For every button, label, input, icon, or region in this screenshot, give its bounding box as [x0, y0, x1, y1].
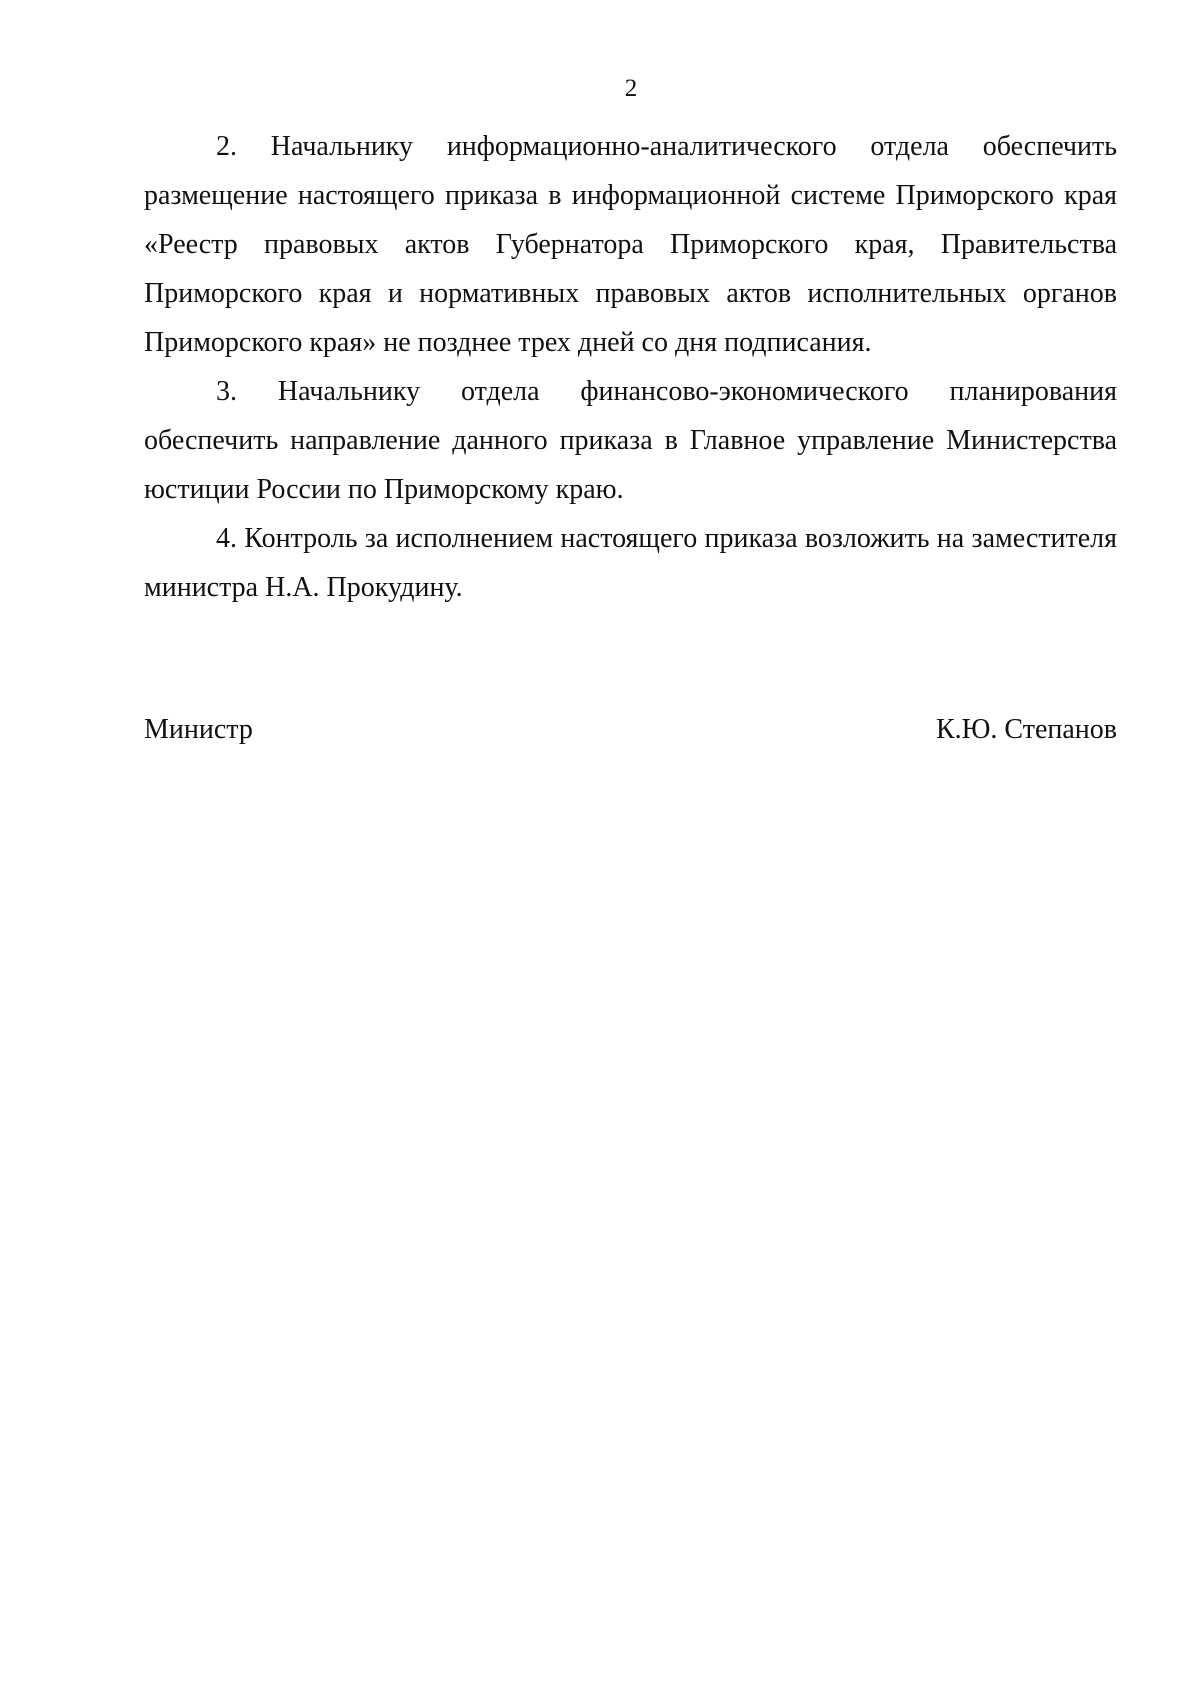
document-body — [144, 122, 1117, 612]
signatory-title: Министр — [144, 714, 253, 745]
paragraph-item-4: 4. Контроль за исполнением настоящего приказа возложить на заместителя министра Н.А. Прокудину. — [144, 523, 1117, 603]
paragraph-item-2: 2. Начальнику информационно-аналитического отдела обеспечить размещение настоящего приказа в информационной системе Приморского края «Реестр правовых актов Губернатора Приморского края, Правительства Приморского края и нормативных правовых актов исполнительных органов Приморского края» не позднее трех дней со дня подписания. — [144, 131, 1117, 358]
paragraph-item-3: 3. Начальнику отдела финансово-экономического планирования обеспечить направление данного приказа в Главное управление Министерства юстиции России по Приморскому краю. — [144, 376, 1117, 505]
signature-block — [144, 710, 1117, 750]
page-number: 2 — [624, 75, 638, 102]
signatory-name: К.Ю. Степанов — [935, 714, 1117, 745]
